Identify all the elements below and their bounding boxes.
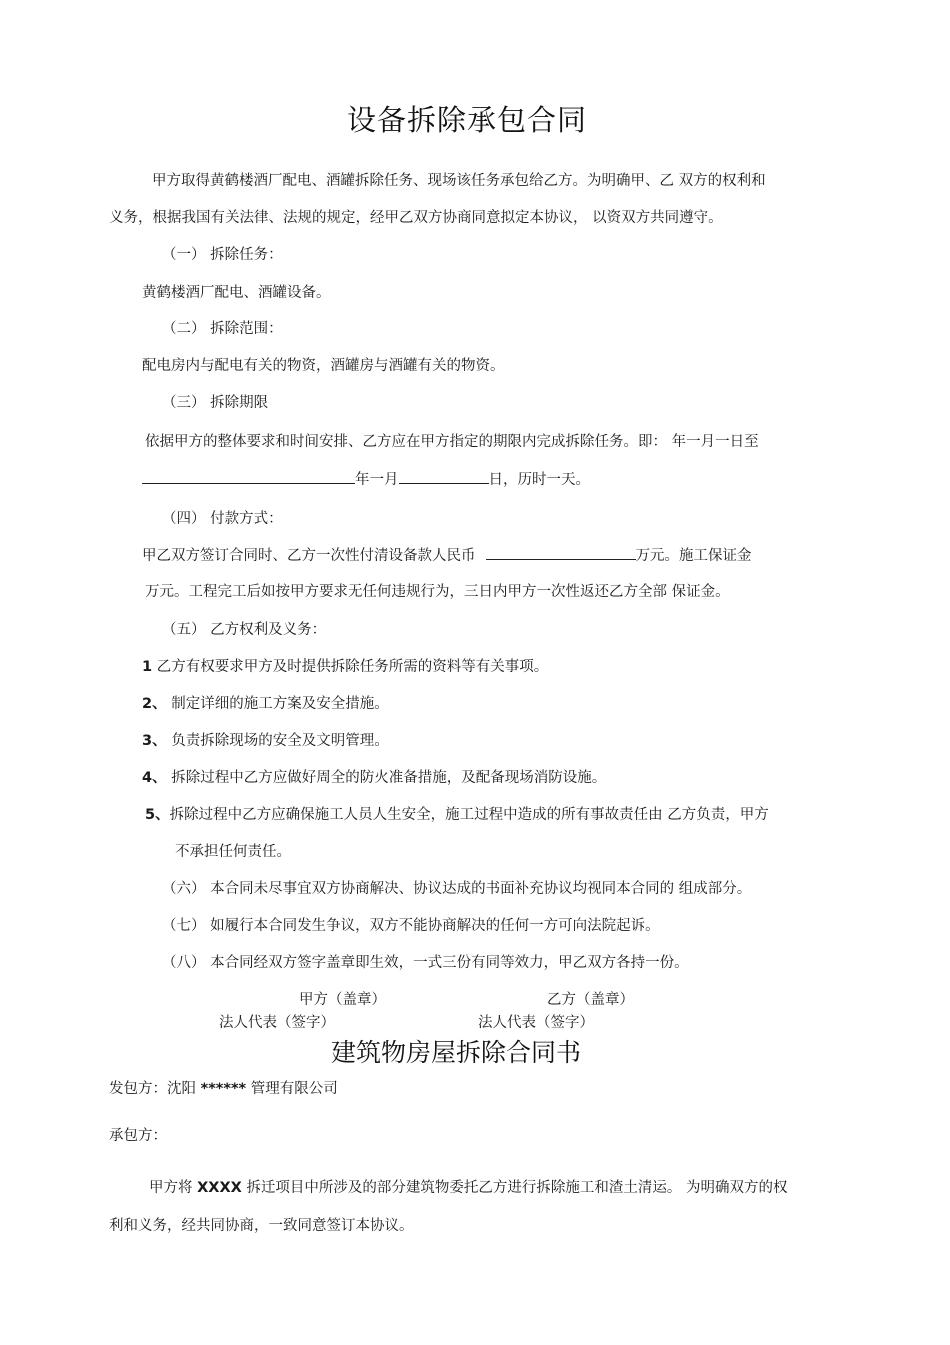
item-number: 2、 (142, 696, 167, 712)
employer-label: 发包方：沈阳 (109, 1081, 196, 1097)
item-text: 制定详细的施工方案及安全措施。 (171, 696, 389, 712)
item-number: 5、 (145, 807, 170, 823)
section-7: （七） 如履行本合同发生争议，双方不能协商解决的任何一方可向法院起诉。 (162, 918, 660, 934)
payment-text-b: 万元。施工保证金 (635, 548, 752, 564)
date-text-a: 年一月 (355, 472, 399, 488)
paragraph-line-2: 利和义务，经共同协商，一致同意签订本协议。 (109, 1218, 414, 1234)
paragraph-line-1 (149, 1176, 788, 1197)
payment-text-a: 甲乙双方签订合同时、乙方一次性付清设备款人民币 (142, 548, 476, 564)
intro-line-2: 义务，根据我国有关法律、法规的规定，经甲乙双方协商同意拟定本协议， 以资双方共同遵守。 (109, 210, 723, 226)
contractor-line: 承包方： (109, 1128, 167, 1144)
section-2-text: 配电房内与配电有关的物资，酒罐房与酒罐有关的物资。 (142, 358, 505, 374)
item-text: 拆除过程中乙方应确保施工人员人生安全，施工过程中造成的所有事故责任由 乙方负责，甲方 (169, 807, 769, 823)
item-number: 3、 (142, 733, 167, 749)
list-item (142, 766, 606, 787)
section-3-line-2 (142, 468, 590, 489)
party-a-seal: 甲方（盖章） (299, 992, 386, 1008)
employer-stars: ****** (200, 1081, 247, 1097)
project-code: XXXX (197, 1180, 242, 1196)
blank-line (399, 469, 489, 484)
employer-rest: 管理有限公司 (250, 1081, 338, 1097)
section-1-heading: （一） 拆除任务： (162, 247, 283, 263)
section-4-line-1 (142, 544, 752, 565)
item-text: 拆除过程中乙方应做好周全的防火准备措施，及配备现场消防设施。 (171, 770, 607, 786)
para-text-b: 拆迁项目中所涉及的部分建筑物委托乙方进行拆除施工和渣土清运。 为明确双方的权 (246, 1180, 788, 1196)
contract-2-title: 建筑物房屋拆除合同书 (331, 1038, 582, 1067)
section-3-line-1: 依据甲方的整体要求和时间安排、乙方应在甲方指定的期限内完成拆除任务。即： 年一月一日至 (145, 434, 759, 450)
list-item (142, 655, 548, 676)
section-4-line-2: 万元。工程完工后如按甲方要求无任何违规行为，三日内甲方一次性返还乙方全部 保证金。 (145, 584, 730, 600)
section-5-heading: （五） 乙方权利及义务： (162, 622, 327, 638)
list-item-continuation: 不承担任何责任。 (175, 844, 291, 860)
party-b-representative: 法人代表（签字） (478, 1015, 594, 1031)
section-8: （八） 本合同经双方签字盖章即生效，一式三份有同等效力，甲乙双方各持一份。 (162, 955, 689, 971)
para-text-a: 甲方将 (149, 1180, 193, 1196)
section-6: （六） 本合同未尽事宜双方协商解决、协议达成的书面补充协议均视同本合同的 组成部分。 (162, 881, 752, 897)
item-text: 负责拆除现场的安全及文明管理。 (171, 733, 389, 749)
item-number: 4、 (142, 770, 167, 786)
party-b-seal: 乙方（盖章） (547, 992, 634, 1008)
section-2-heading: （二） 拆除范围： (162, 321, 283, 337)
section-4-heading: （四） 付款方式： (162, 511, 283, 527)
contract-title: 设备拆除承包合同 (347, 103, 588, 137)
section-3-heading: （三） 拆除期限 (162, 395, 269, 411)
intro-line-1: 甲方取得黄鹤楼酒厂配电、酒罐拆除任务、现场该任务承包给乙方。为明确甲、乙 双方的权利和 (152, 173, 766, 189)
employer-line (109, 1077, 338, 1098)
blank-line (486, 545, 636, 560)
party-a-representative: 法人代表（签字） (219, 1015, 335, 1031)
list-item (145, 803, 769, 824)
list-item (142, 692, 389, 713)
item-number: 1 (142, 659, 153, 675)
date-text-b: 日，历时一天。 (488, 472, 590, 488)
section-1-text: 黄鹤楼酒厂配电、酒罐设备。 (142, 285, 331, 301)
blank-line (142, 469, 355, 484)
list-item (142, 729, 389, 750)
item-text: 乙方有权要求甲方及时提供拆除任务所需的资料等有关事项。 (156, 659, 549, 675)
